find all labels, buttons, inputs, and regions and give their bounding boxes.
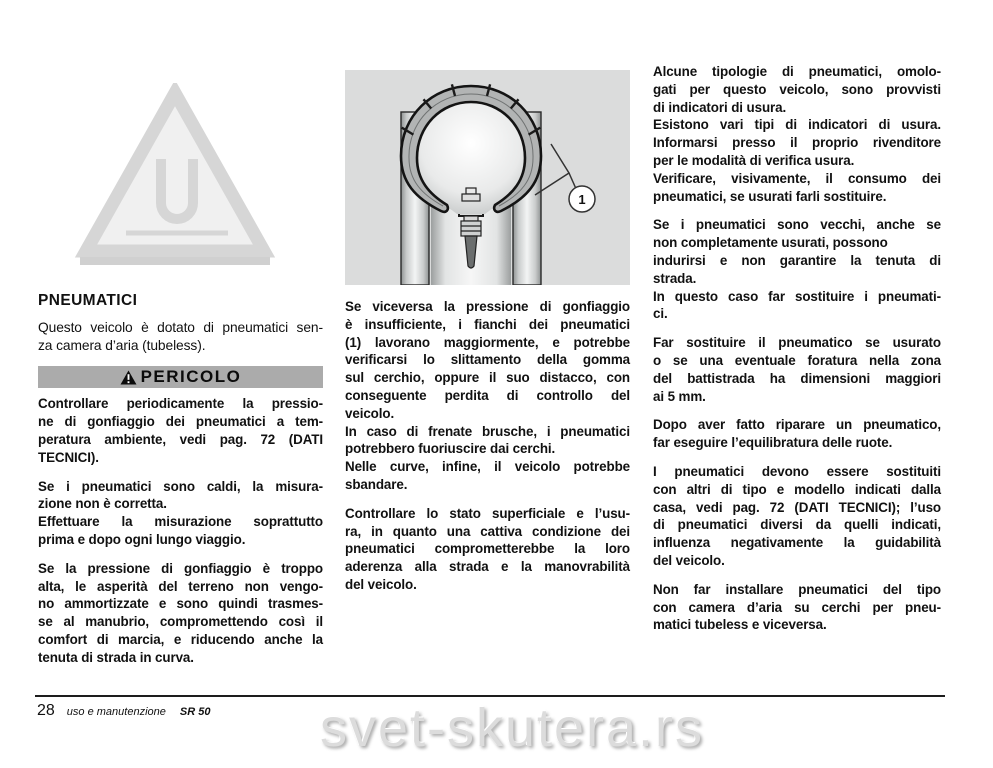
tire-cross-section-figure [345,70,630,285]
text-line: per le modalità di verifica usura. [653,152,855,168]
text-line: zione non è corretta. [38,496,167,512]
paragraph [653,581,941,634]
text-line: verificarsi lo slittamento della gomma [345,352,630,368]
text-line: Controllare periodicamente la pressio- [38,396,323,412]
text-line: pneumatici comprometterebbe la loro [345,541,630,557]
text-line: del battistrada ha dimensioni maggiori [653,370,941,386]
model-name: SR 50 [179,706,211,718]
text-line: Questo veicolo è dotato di pneumatici sen- [38,320,323,335]
text-line: prima e dopo ogni lungo viaggio. [38,531,246,547]
text-line: o se una eventuale foratura nella zona [653,352,941,368]
text-line: far eseguire l’equilibratura delle ruote. [653,435,893,451]
intro-paragraph [38,319,323,355]
text-line: Verificare, visivamente, il consumo dei [653,170,941,186]
text-line: Controllare lo stato superficiale e l’usu- [345,505,630,521]
text-line: Se i pneumatici sono caldi, la misura- [38,478,323,494]
text-line: è insufficiente, i fianchi dei pneumatici [345,316,630,332]
middle-paragraphs [345,298,630,594]
text-line: In questo caso far sostituire i pneumati- [653,288,941,304]
paragraph [653,416,941,452]
text-line: Se i pneumatici sono vecchi, anche se [653,217,941,233]
text-line: con altri di tipo e modello indicati dalla [653,481,941,497]
text-line: sbandare. [345,476,408,492]
middle-column [345,70,630,605]
callout-number: 1 [578,192,586,207]
text-line: alta, le asperità del terreno non vengo- [38,578,323,594]
paragraph [653,334,941,405]
deflated-tire-warning-watermark-icon [68,83,278,278]
paragraph [38,560,323,667]
tire-diagram [345,70,630,285]
text-line: ra, in quanto una cattiva condizione dei [345,523,630,539]
text-line: del veicolo. [345,576,417,592]
text-line: Se viceversa la pressione di gonfiaggio [345,299,630,314]
site-watermark: svet-skutera.rs [319,698,705,758]
text-line: di pneumatici diversi da quelli indicati, [653,517,941,533]
text-line: conseguente perdita di controllo del [345,387,630,403]
text-line: Se la pressione di gonfiaggio è troppo [38,560,323,576]
text-line: no ammortizzate e sono quindi trasmes- [38,596,323,612]
text-line: Esistono vari tipi di indicatori di usura. [653,117,941,133]
footer [37,702,210,720]
text-line: indurirsi e non garantire la tenuta di [653,252,941,268]
danger-banner [38,366,323,388]
text-line: non completamente usurati, possono [653,235,888,251]
left-column [38,292,323,678]
text-line: pneumatici, se usurati farli sostituire. [653,188,887,204]
paragraph [653,216,941,323]
text-line: ne di gonfiaggio dei pneumatici a tem- [38,414,323,430]
text-line: peratura ambiente, vedi pag. 72 (DATI [38,432,323,447]
danger-label: PERICOLO [140,367,242,387]
left-paragraphs [38,395,323,666]
page-title: PNEUMATICI [38,292,138,309]
text-line: del veicolo. [653,552,725,568]
text-line: con camera d’aria su cerchi per pneu- [653,599,941,615]
text-line: Effettuare la misurazione soprattutto [38,514,323,530]
right-column [653,63,941,645]
paragraph [653,463,941,570]
booklet-title: uso e manutenzione [66,706,166,718]
text-line: za camera d’aria (tubeless). [38,338,206,354]
text-line: potrebbero fuoriuscire dai cerchi. [345,441,556,457]
text-line: ai 5 mm. [653,388,706,404]
text-line: veicolo. [345,405,395,421]
text-line: (1) lavorano maggiormente, e potrebbe [345,334,630,350]
paragraph [38,478,323,549]
warning-triangle-icon [120,370,137,385]
paragraph [38,395,323,466]
text-line: tenuta di strada in curva. [38,649,194,665]
text-line: strada. [653,270,697,286]
text-line: ci. [653,306,668,322]
paragraph [345,298,630,494]
page-number: 28 [37,702,55,719]
text-line: aderenza alla strada e la manovrabilità [345,559,630,575]
text-line: Alcune tipologie di pneumatici, omolo- [653,64,941,79]
text-line: Non far installare pneumatici del tipo [653,581,941,597]
text-line: I pneumatici devono essere sostituiti [653,463,941,479]
text-line: TECNICI). [38,449,99,465]
paragraph [345,505,630,594]
text-line: In caso di frenate brusche, i pneumatici [345,423,630,439]
text-line: matici tubeless e viceversa. [653,617,827,633]
text-line: casa, vedi pag. 72 (DATI TECNICI); l’uso [653,499,941,515]
text-line: di indicatori di usura. [653,99,787,115]
right-paragraphs [653,63,941,634]
text-line: gati per questo veicolo, sono provvisti [653,81,941,97]
paragraph [653,63,941,205]
text-line: Dopo aver fatto riparare un pneumatico, [653,417,941,433]
text-line: se al manubrio, compromettendo così il [38,614,323,630]
text-line: Nelle curve, infine, il veicolo potrebbe [345,459,630,475]
text-line: sul cerchio, oppure il suo distacco, con [345,370,630,386]
text-line: Far sostituire il pneumatico se usurato [653,335,941,351]
text-line: influenza negativamente la guidabilità [653,535,941,551]
text-line: comfort di marcia, e riducendo anche la [38,631,323,647]
text-line: Informarsi presso il proprio rivenditore [653,135,941,151]
